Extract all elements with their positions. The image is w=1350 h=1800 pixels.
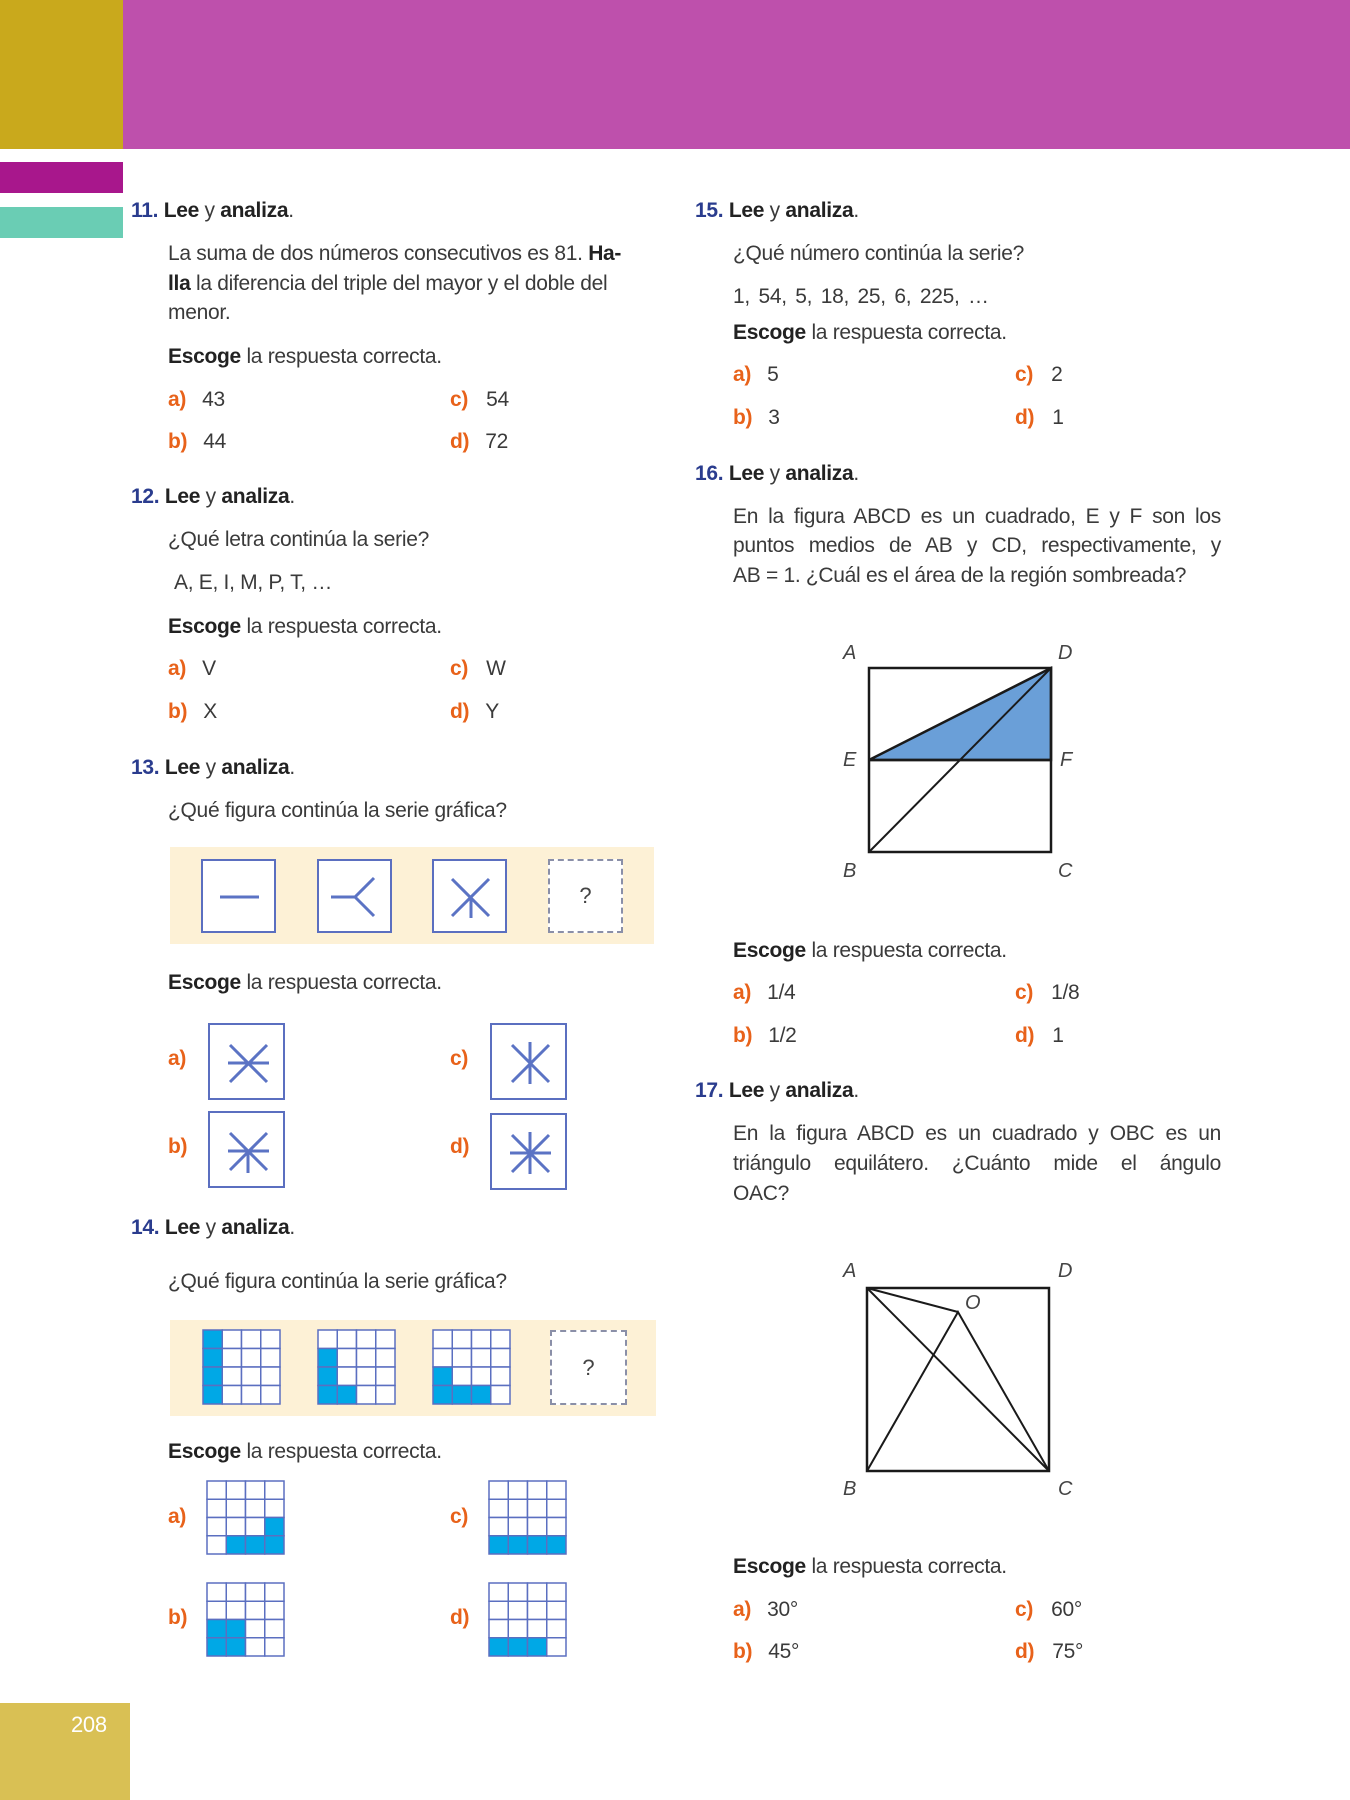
page-number: 208 (71, 1712, 107, 1737)
grid-cell (547, 1601, 566, 1619)
grid-cell (265, 1499, 284, 1517)
grid-cell-filled (472, 1386, 491, 1405)
grid-cell (207, 1518, 226, 1536)
q13-option-b-figure[interactable] (208, 1111, 285, 1188)
q14-unknown-figure: ? (550, 1330, 627, 1405)
seven-arm-icon (210, 1113, 287, 1190)
grid-cell (547, 1518, 566, 1536)
grid-cell (491, 1367, 510, 1386)
q16-point-d: D (1058, 642, 1073, 664)
q17-option-b[interactable]: b) 45° (733, 1640, 800, 1663)
q13-series-figure-2 (317, 859, 392, 933)
q12-option-a[interactable]: a) V (168, 657, 216, 680)
grid-cell (222, 1386, 241, 1405)
grid-cell (528, 1601, 547, 1619)
grid-cell-filled (203, 1367, 222, 1386)
grid-cell-filled (318, 1349, 337, 1368)
shaded-region (869, 668, 1051, 760)
grid-cell (489, 1583, 508, 1601)
q15-option-b[interactable]: b) 3 (733, 406, 780, 429)
q17-option-d[interactable]: d) 75° (1015, 1640, 1084, 1663)
grid-cell (547, 1583, 566, 1601)
q12-option-c[interactable]: c) W (450, 657, 506, 680)
header-gold-block (0, 0, 123, 149)
q12-option-d[interactable]: d) Y (450, 700, 499, 723)
grid-cell-filled (265, 1518, 284, 1536)
grid-cell (547, 1638, 566, 1656)
q17-point-a: A (843, 1260, 857, 1282)
grid-cell (547, 1481, 566, 1499)
grid-cell-filled (528, 1638, 547, 1656)
grid-cell (246, 1499, 265, 1517)
q16-choose: Escoge la respuesta correcta. (733, 939, 1007, 962)
q17-option-a[interactable]: a) 30° (733, 1598, 798, 1621)
grid-cell (265, 1601, 284, 1619)
grid-cell (261, 1330, 280, 1349)
q11-text-line2: lla la diferencia del triple del mayor y el doble del (168, 272, 608, 295)
header-banner (123, 0, 1350, 149)
q13-option-b-label[interactable]: b) (168, 1135, 188, 1158)
q12-choose: Escoge la respuesta correcta. (168, 615, 442, 638)
grid-cell (376, 1367, 395, 1386)
grid-cell (226, 1481, 245, 1499)
q16-point-c: C (1058, 860, 1073, 882)
q14-option-a-grid[interactable] (207, 1481, 284, 1554)
q13-option-a-label[interactable]: a) (168, 1047, 187, 1070)
grid-cell (508, 1499, 527, 1517)
grid-cell (242, 1386, 261, 1405)
diagonal-ac (867, 1288, 1049, 1471)
grid-cell (508, 1583, 527, 1601)
q15-series: 1, 54, 5, 18, 25, 6, 225, … (733, 285, 989, 308)
grid-cell-filled (337, 1386, 356, 1405)
grid-cell (246, 1583, 265, 1601)
q14-option-c-label[interactable]: c) (450, 1505, 469, 1528)
q14-series-grid-3 (433, 1330, 510, 1404)
q12-series: A, E, I, M, P, T, … (174, 571, 333, 594)
eight-arm-icon (492, 1115, 569, 1192)
q13-option-c-figure[interactable] (490, 1023, 567, 1100)
q14-option-c-grid[interactable] (489, 1481, 566, 1554)
grid-cell (489, 1499, 508, 1517)
q17-square-figure (867, 1288, 1051, 1474)
grid-cell (508, 1601, 527, 1619)
grid-cell (242, 1367, 261, 1386)
grid-cell (547, 1620, 566, 1638)
q17-point-o: O (965, 1292, 981, 1314)
q15-option-d[interactable]: d) 1 (1015, 406, 1064, 429)
grid-cell-filled (203, 1349, 222, 1368)
grid-cell (265, 1481, 284, 1499)
grid-cell-filled (203, 1330, 222, 1349)
q13-unknown-figure: ? (548, 859, 623, 933)
grid-cell (433, 1330, 452, 1349)
five-arm-icon (434, 861, 509, 935)
q12-title: 12. Lee y analiza. (131, 485, 295, 508)
grid-cell (337, 1349, 356, 1368)
q15-title: 15. Lee y analiza. (695, 199, 859, 222)
magenta-tab (0, 162, 123, 193)
q12-question: ¿Qué letra continúa la serie? (168, 528, 429, 551)
grid-cell (246, 1638, 265, 1656)
q17-text-line1: En la figura ABCD es un cuadrado y OBC es un (733, 1122, 1221, 1145)
grid-cell-filled (318, 1367, 337, 1386)
q17-text-line3: OAC? (733, 1182, 789, 1205)
grid-cell (207, 1499, 226, 1517)
grid-cell (547, 1499, 566, 1517)
grid-cell-filled (508, 1638, 527, 1656)
q16-text-line2: puntos medios de AB y CD, respectivamente, y (733, 534, 1221, 557)
grid-cell (337, 1330, 356, 1349)
grid-cell (357, 1330, 376, 1349)
grid-cell (528, 1583, 547, 1601)
six-arm-vertical-icon (492, 1025, 569, 1102)
six-arm-horizontal-icon (210, 1025, 287, 1102)
grid-cell (207, 1536, 226, 1554)
grid-cell (357, 1367, 376, 1386)
q16-option-a[interactable]: a) 1/4 (733, 981, 796, 1004)
q11-text-line1: La suma de dos números consecutivos es 81. Ha- (168, 242, 622, 265)
grid-cell (491, 1330, 510, 1349)
grid-cell (376, 1330, 395, 1349)
q14-title: 14. Lee y analiza. (131, 1216, 295, 1239)
grid-cell (226, 1583, 245, 1601)
grid-cell (207, 1583, 226, 1601)
grid-cell (528, 1518, 547, 1536)
grid-cell (222, 1349, 241, 1368)
q13-title: 13. Lee y analiza. (131, 756, 295, 779)
grid-cell (265, 1620, 284, 1638)
q13-series-figure-3 (432, 859, 507, 933)
teal-tab (0, 207, 123, 238)
q14-series-grid-2 (318, 1330, 395, 1404)
q17-title: 17. Lee y analiza. (695, 1079, 859, 1102)
q16-square-figure (869, 668, 1053, 854)
q16-point-a: A (843, 642, 857, 664)
grid-cell (265, 1638, 284, 1656)
grid-cell-filled (433, 1367, 452, 1386)
grid-cell-filled (207, 1620, 226, 1638)
q14-option-a-label[interactable]: a) (168, 1505, 187, 1528)
grid-cell (261, 1349, 280, 1368)
grid-cell (222, 1330, 241, 1349)
grid-cell (207, 1601, 226, 1619)
grid-cell (491, 1386, 510, 1405)
q17-point-b: B (843, 1478, 857, 1500)
q16-point-f: F (1060, 749, 1073, 771)
q16-point-e: E (843, 749, 857, 771)
grid-cell-filled (489, 1638, 508, 1656)
grid-cell-filled (547, 1536, 566, 1554)
grid-cell-filled (508, 1536, 527, 1554)
three-arm-icon (319, 861, 394, 935)
grid-cell-filled (433, 1386, 452, 1405)
q13-option-d-figure[interactable] (490, 1113, 567, 1190)
q14-option-b-grid[interactable] (207, 1583, 284, 1656)
grid-cell-filled (226, 1638, 245, 1656)
grid-cell-filled (207, 1638, 226, 1656)
q14-option-b-label[interactable]: b) (168, 1606, 188, 1629)
q13-series-figure-1 (201, 859, 276, 933)
q15-option-c[interactable]: c) 2 (1015, 363, 1063, 386)
q16-option-b[interactable]: b) 1/2 (733, 1024, 797, 1047)
q17-point-d: D (1058, 1260, 1073, 1282)
grid-cell (508, 1518, 527, 1536)
grid-cell (489, 1481, 508, 1499)
q16-text-line3: AB = 1. ¿Cuál es el área de la región sombreada? (733, 564, 1187, 587)
grid-cell-filled (226, 1620, 245, 1638)
q13-question: ¿Qué figura continúa la serie gráfica? (168, 799, 507, 822)
q14-question: ¿Qué figura continúa la serie gráfica? (168, 1270, 507, 1293)
grid-cell (528, 1620, 547, 1638)
q13-option-a-figure[interactable] (208, 1023, 285, 1100)
q11-option-a[interactable]: a) 43 (168, 388, 225, 411)
q14-choose: Escoge la respuesta correcta. (168, 1440, 442, 1463)
q15-choose: Escoge la respuesta correcta. (733, 321, 1007, 344)
grid-cell (265, 1583, 284, 1601)
q14-option-d-grid[interactable] (489, 1583, 566, 1656)
grid-cell-filled (528, 1536, 547, 1554)
grid-cell-filled (226, 1536, 245, 1554)
grid-cell (318, 1330, 337, 1349)
q17-option-c[interactable]: c) 60° (1015, 1598, 1082, 1621)
grid-cell (226, 1499, 245, 1517)
q11-option-d[interactable]: d) 72 (450, 430, 508, 453)
grid-cell (508, 1481, 527, 1499)
grid-cell (433, 1349, 452, 1368)
grid-cell (452, 1367, 471, 1386)
q14-option-d-label[interactable]: d) (450, 1606, 470, 1629)
q13-option-c-label[interactable]: c) (450, 1047, 469, 1070)
grid-cell (246, 1620, 265, 1638)
page-number-box (0, 1703, 130, 1800)
grid-cell-filled (489, 1536, 508, 1554)
grid-cell (242, 1349, 261, 1368)
grid-cell (226, 1518, 245, 1536)
grid-cell (226, 1601, 245, 1619)
q16-option-d[interactable]: d) 1 (1015, 1024, 1064, 1047)
q11-option-b[interactable]: b) 44 (168, 430, 226, 453)
grid-cell (242, 1330, 261, 1349)
grid-cell (246, 1518, 265, 1536)
grid-cell-filled (246, 1536, 265, 1554)
grid-cell (261, 1386, 280, 1405)
q16-title: 16. Lee y analiza. (695, 462, 859, 485)
grid-cell (472, 1330, 491, 1349)
grid-cell (261, 1367, 280, 1386)
q16-option-c[interactable]: c) 1/8 (1015, 981, 1080, 1004)
q13-choose: Escoge la respuesta correcta. (168, 971, 442, 994)
grid-cell (489, 1601, 508, 1619)
grid-cell (337, 1367, 356, 1386)
grid-cell-filled (203, 1386, 222, 1405)
q12-option-b[interactable]: b) X (168, 700, 217, 723)
grid-cell (207, 1481, 226, 1499)
grid-cell-filled (452, 1386, 471, 1405)
grid-cell-filled (318, 1386, 337, 1405)
segment-ao (867, 1288, 958, 1312)
grid-cell (489, 1620, 508, 1638)
grid-cell (452, 1349, 471, 1368)
triangle-obc (867, 1312, 1049, 1471)
grid-cell (452, 1330, 471, 1349)
grid-cell (472, 1367, 491, 1386)
grid-cell (472, 1349, 491, 1368)
q16-point-b: B (843, 860, 857, 882)
q13-option-d-label[interactable]: d) (450, 1135, 470, 1158)
grid-cell (246, 1601, 265, 1619)
grid-cell (376, 1386, 395, 1405)
q14-series-grid-1 (203, 1330, 280, 1404)
grid-cell (489, 1518, 508, 1536)
grid-cell (357, 1349, 376, 1368)
grid-cell-filled (265, 1536, 284, 1554)
q11-choose: Escoge la respuesta correcta. (168, 345, 442, 368)
grid-cell (357, 1386, 376, 1405)
q11-title: 11. Lee y analiza. (131, 199, 294, 222)
q17-text-line2: triángulo equilátero. ¿Cuánto mide el ángulo (733, 1152, 1221, 1175)
line-icon (203, 861, 278, 935)
q15-question: ¿Qué número continúa la serie? (733, 242, 1024, 265)
q11-text-line3: menor. (168, 301, 231, 324)
grid-cell (528, 1481, 547, 1499)
grid-cell (491, 1349, 510, 1368)
q11-option-c[interactable]: c) 54 (450, 388, 509, 411)
grid-cell (246, 1481, 265, 1499)
q16-text-line1: En la figura ABCD es un cuadrado, E y F son los (733, 505, 1221, 528)
q17-choose: Escoge la respuesta correcta. (733, 1555, 1007, 1578)
q15-option-a[interactable]: a) 5 (733, 363, 779, 386)
grid-cell (222, 1367, 241, 1386)
grid-cell (376, 1349, 395, 1368)
q17-point-c: C (1058, 1478, 1073, 1500)
grid-cell (508, 1620, 527, 1638)
grid-cell (528, 1499, 547, 1517)
